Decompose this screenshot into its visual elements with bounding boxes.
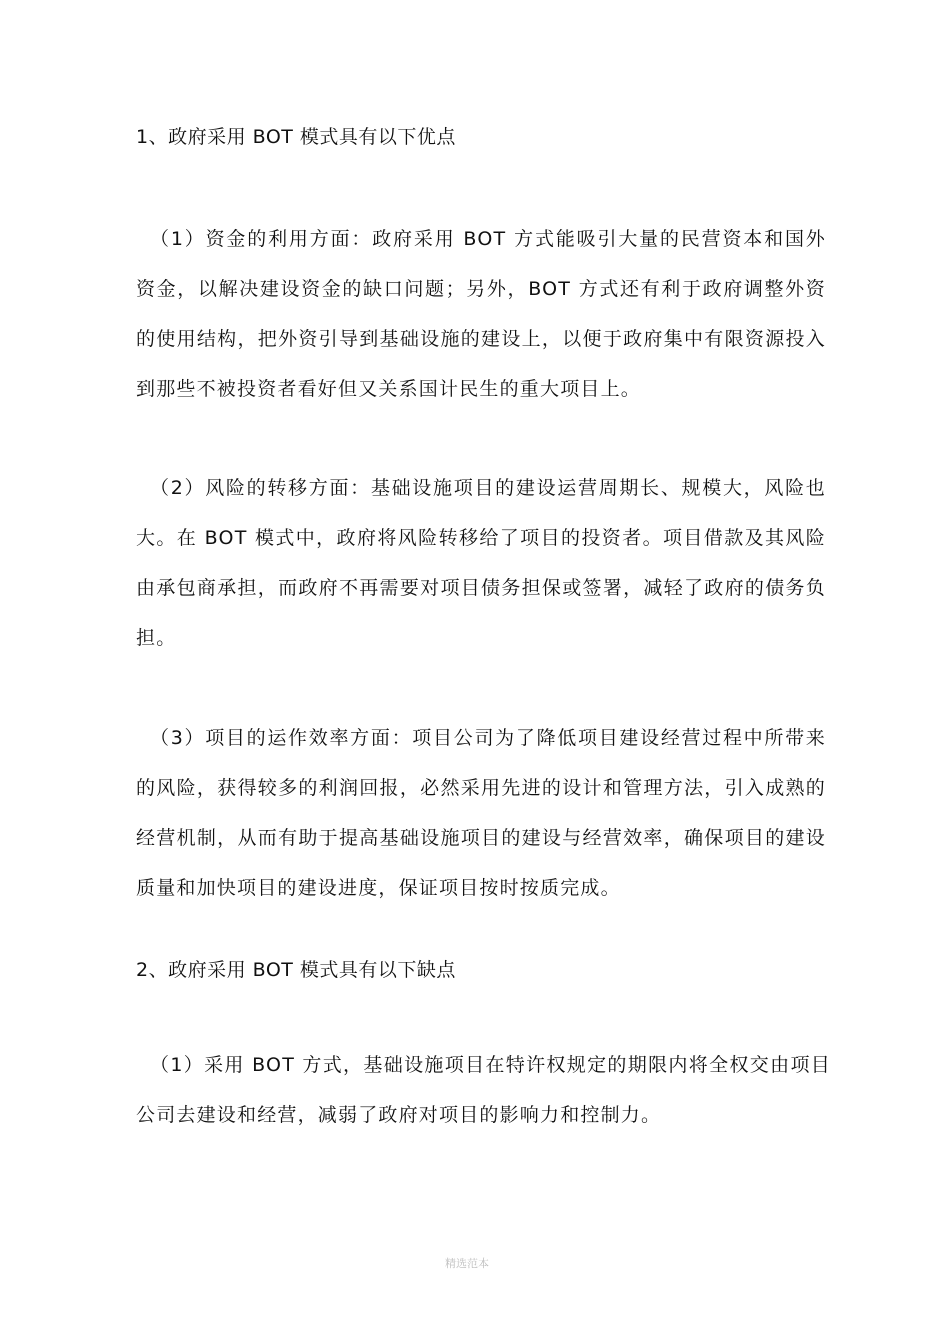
paragraph-reduced-control: （1）采用 BOT 方式，基础设施项目在特许权规定的期限内将全权交由项目公司去建设和经营，减弱了政府对项目的影响力和控制力。 bbox=[136, 1054, 831, 1126]
paragraph-operating-efficiency: （3）项目的运作效率方面：项目公司为了降低项目建设经营过程中所带来的风险，获得较多的利润回报，必然采用先进的设计和管理方法，引入成熟的经营机制，从而有助于提高基础设施项目的建设与经营效率，确保项目的建设质量和加快项目的建设进度，保证项目按时按质完成。 bbox=[136, 727, 826, 899]
footer-watermark: 精选范本 bbox=[445, 1257, 489, 1270]
paragraph-capital-utilization: （1）资金的利用方面：政府采用 BOT 方式能吸引大量的民营资本和国外资金，以解决建设资金的缺口问题；另外，BOT 方式还有利于政府调整外资的使用结构，把外资引导到基础设施的建设上，以便于政府集中有限资源投入到那些不被投资者看好但又关系国计民生的重大项目上。 bbox=[136, 228, 826, 400]
paragraph-risk-transfer: （2）风险的转移方面：基础设施项目的建设运营周期长、规模大，风险也大。在 BOT 模式中，政府将风险转移给了项目的投资者。项目借款及其风险由承包商承担，而政府不再需要对项目债务担保或签署，减轻了政府的债务负担。 bbox=[136, 477, 826, 649]
section-heading-advantages: 1、政府采用 BOT 模式具有以下优点 bbox=[136, 126, 456, 148]
section-heading-disadvantages: 2、政府采用 BOT 模式具有以下缺点 bbox=[136, 959, 456, 981]
